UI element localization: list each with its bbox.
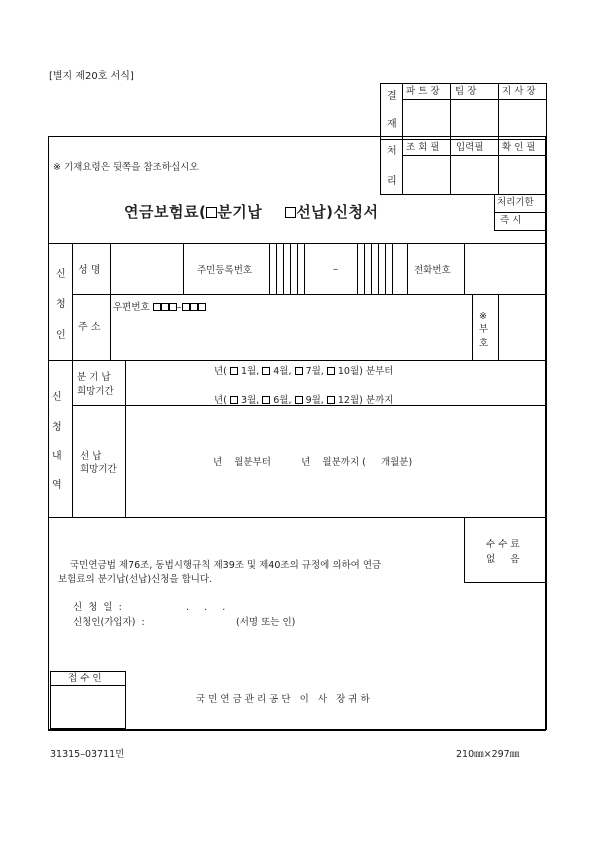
signer-label: 신청인(가입자) : — [73, 617, 145, 628]
checkbox-advance[interactable] — [285, 207, 296, 218]
approval-char: 결 — [387, 91, 397, 102]
checkbox-month[interactable] — [230, 367, 238, 375]
quarterly-label: 분 기 납 — [77, 372, 111, 383]
approval-char: 리 — [387, 176, 397, 187]
checkbox-quarterly[interactable] — [206, 207, 217, 218]
postal-code — [113, 303, 206, 313]
fee-value: 없 음 — [486, 554, 520, 565]
approval-header: 지 사 장 — [502, 86, 536, 97]
deadline-label: 처리기한 — [497, 197, 534, 208]
quarterly-line-from — [214, 367, 393, 377]
declaration-line: 국민연금법 제76조, 동법시행규칙 제39조 및 제40조의 규정에 의하여 연금 — [70, 560, 382, 571]
details-section-char: 청 — [52, 422, 62, 433]
title-prefix: 연금보험료( — [124, 203, 207, 221]
title-suffix: )신청서 — [326, 203, 379, 221]
month-text: 6월, — [273, 395, 292, 406]
range-tail: 분부터 — [365, 366, 394, 377]
checkbox-month[interactable] — [230, 396, 238, 404]
date-dots: . . . — [186, 602, 226, 613]
title-option-quarterly: 분기납 — [217, 203, 263, 221]
branch-char: 부 — [479, 324, 489, 335]
advance-period: 년 월분부터 년 월분까지 ( 개월분) — [213, 457, 413, 468]
fee-box — [464, 517, 546, 583]
declaration-line: 보험료의 분기납(선납)신청을 합니다. — [58, 574, 213, 585]
applicant-section-char: 신 — [56, 269, 66, 280]
checkbox-month[interactable] — [262, 367, 270, 375]
approval-header: 입력필 — [456, 142, 484, 153]
address-label: 주 소 — [78, 322, 101, 333]
year-text: 년( — [214, 366, 227, 377]
month-text: 12월) — [337, 395, 363, 406]
form-number: [별지 제20호 서식] — [49, 71, 134, 82]
approval-char: 처 — [387, 146, 397, 157]
signer-note: (서명 또는 인) — [236, 617, 296, 628]
applicant-section-char: 인 — [56, 330, 66, 341]
checkbox-month[interactable] — [295, 396, 303, 404]
month-text: 9월, — [305, 395, 324, 406]
branch-char: ※ — [479, 311, 487, 322]
details-section-char: 내 — [52, 451, 62, 462]
approval-header: 파 트 장 — [406, 86, 440, 97]
checkbox-month[interactable] — [262, 396, 270, 404]
quarterly-line-to — [214, 396, 393, 406]
checkbox-month[interactable] — [295, 367, 303, 375]
applicant-section-char: 청 — [56, 299, 66, 310]
approval-char: 재 — [387, 119, 397, 130]
postal-label: 우편번호 — [113, 302, 150, 313]
footer-code: 31315–03711민 — [50, 749, 125, 760]
quarterly-label: 희망기간 — [77, 386, 114, 397]
approval-header: 확 인 필 — [502, 142, 536, 153]
instruction-note: ※ 기재요령은 뒷쪽을 참조하십시오 — [53, 162, 199, 173]
advance-label: 희망기간 — [80, 464, 117, 475]
details-section-char: 신 — [52, 392, 62, 403]
date-label: 신 청 일 : — [73, 602, 122, 613]
footer-size: 210㎜×297㎜ — [456, 749, 520, 760]
range-tail: 분까지 — [365, 395, 394, 406]
phone-label: 전화번호 — [414, 265, 451, 276]
receipt-label: 접 수 인 — [68, 673, 102, 684]
checkbox-month[interactable] — [327, 367, 335, 375]
id-label: 주민등록번호 — [197, 265, 253, 276]
month-text: 4월, — [273, 366, 292, 377]
advance-label: 선 납 — [80, 451, 102, 462]
month-text: 7월, — [305, 366, 324, 377]
name-label: 성 명 — [78, 265, 101, 276]
fee-label: 수 수 료 — [486, 539, 520, 550]
year-text: 년( — [214, 395, 227, 406]
branch-char: 호 — [479, 338, 489, 349]
month-text: 10월) — [337, 366, 363, 377]
details-section-char: 역 — [52, 480, 62, 491]
id-dash: – — [333, 264, 338, 275]
postal-dash: – — [176, 302, 182, 313]
approval-header: 조 회 필 — [406, 142, 440, 153]
form-title — [124, 205, 379, 220]
form-frame — [48, 136, 546, 730]
deadline-value: 즉 시 — [500, 215, 522, 226]
month-text: 1월, — [240, 366, 260, 377]
addressee: 국 민 연 금 관 리 공 단 이 사 장 귀 하 — [196, 694, 370, 705]
checkbox-month[interactable] — [327, 396, 335, 404]
month-text: 3월, — [240, 395, 260, 406]
title-option-advance: 선납 — [296, 203, 327, 221]
approval-header: 팀 장 — [455, 86, 477, 97]
